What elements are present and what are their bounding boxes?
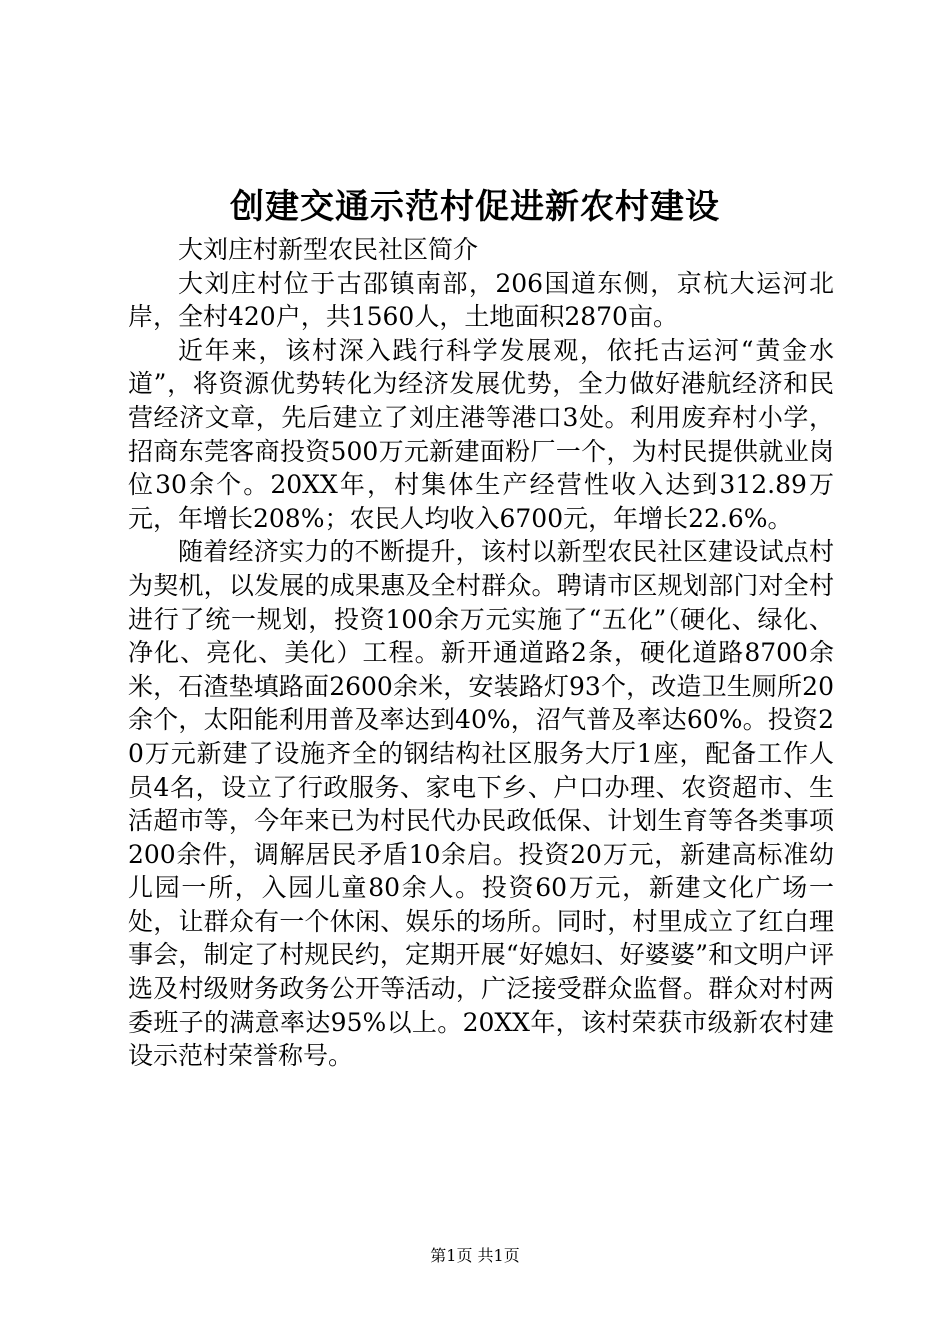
document-body [128,233,834,1073]
page-footer: 第1页 共1页 [430,1246,520,1265]
paragraph-economy: 近年来，该村深入践行科学发展观，依托古运河“黄金水道”，将资源优势转化为经济发展优势，全力做好港航经济和民营经济文章，先后建立了刘庄港等港口3处。利用废弃村小学，招商东莞客商投资500万元新建面粉厂一个，为村民提供就业岗位30余个。20XX年，村集体生产经营性收入达到312.89万元，年增长208%；农民人均收入6700元，年增长22.6%。 [128,335,834,533]
paragraph-location: 大刘庄村位于古邵镇南部，206国道东侧，京杭大运河北岸，全村420户，共1560人，土地面积2870亩。 [128,268,834,332]
document-title: 创建交通示范村促进新农村建设 [230,187,720,227]
paragraph-community: 随着经济实力的不断提升，该村以新型农民社区建设试点村为契机，以发展的成果惠及全村群众。聘请市区规划部门对全村进行了统一规划，投资100余万元实施了“五化”（硬化、绿化、净化、亮化、美化）工程。新开通道路2条，硬化道路8700余米，石渣垫填路面2600余米，安装路灯93个，改造卫生厕所20余个，太阳能利用普及率达到40%，沼气普及率达60%。投资20万元新建了设施齐全的钢结构社区服务大厅1座，配备工作人员4名，设立了行政服务、家电下乡、户口办理、农资超市、生活超市等，今年来已为村民代办民政低保、计划生育等各类事项200余件，调解居民矛盾10余启。投资20万元，新建高标准幼儿园一所，入园儿童80余人。投资60万元，新建文化广场一处，让群众有一个休闲、娱乐的场所。同时，村里成立了红白理事会，制定了村规民约，定期开展“好媳妇、好婆婆”和文明户评选及村级财务政务公开等活动，广泛接受群众监督。群众对村两委班子的满意率达95%以上。20XX年，该村荣获市级新农村建设示范村荣誉称号。 [128,537,834,1071]
paragraph-subtitle: 大刘庄村新型农民社区简介 [178,235,479,264]
